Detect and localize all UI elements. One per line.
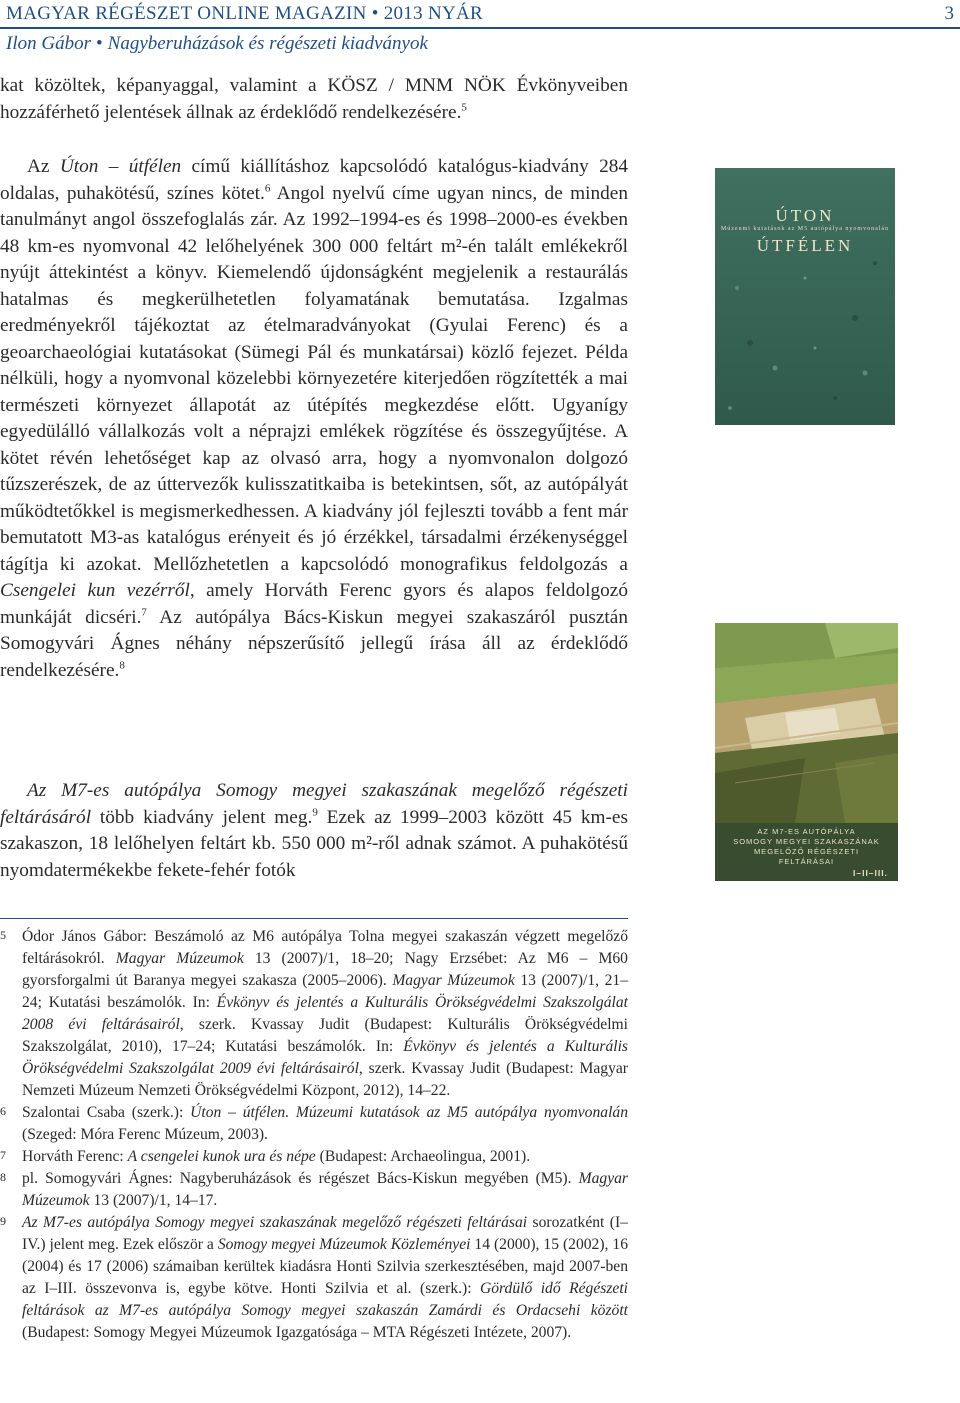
italic-title: Évkönyv és jelentés a Kulturális Örökségvédelmi Szakszolgálat 2009 évi feltárásairól — [22, 1038, 628, 1077]
text-run: pl. Somogyvári Ágnes: Nagyberuházások és régészet Bács-Kiskun megyében (M5). — [22, 1170, 579, 1187]
footnote-7 — [0, 1146, 628, 1168]
footnote-number: 7 — [0, 1148, 6, 1162]
footnote-number: 6 — [0, 1104, 6, 1118]
cover-title-bottom: ÚTFÉLEN — [756, 236, 854, 255]
text-run: 13 (2007)/1, 14–17. — [89, 1192, 218, 1209]
text-run: , szerk. Kvassay Judit (Budapest: Kulturális Örökségvédelmi Szakszolgálat, 2010), 17–24; Kutatási beszámolók. In: — [22, 1016, 628, 1055]
cover-line-3: MEGELŐZŐ RÉGÉSZETI — [753, 847, 860, 856]
cover-line-5: I–II–III. — [853, 868, 888, 878]
footnote-ref[interactable]: 6 — [264, 182, 271, 195]
italic-title: Somogy megyei Múzeumok Közleményei — [217, 1236, 471, 1253]
text-run: (Szeged: Móra Ferenc Múzeum, 2003). — [22, 1126, 268, 1143]
text-run: , szerk. Kvassay Judit (Budapest: Magyar Nemzeti Múzeum Nemzeti Örökségvédelmi Központ, 2012), 14–22. — [22, 1060, 628, 1099]
footnote-number: 9 — [0, 1214, 6, 1228]
bullet-separator: • — [95, 33, 103, 54]
body-paragraph-1 — [0, 73, 628, 126]
footnote-ref[interactable]: 5 — [461, 101, 467, 114]
footnote-ref[interactable]: 8 — [119, 659, 125, 672]
cover-line-4: FELTÁRÁSAI — [778, 857, 835, 866]
book-cover-m7 — [715, 623, 898, 881]
text-run: 13 (2007)/1, 18–20; Nagy Erzsébet: Az M6 – M60 gyorsforgalmi út Baranya megyei szakasza (2005–2006). — [22, 950, 628, 989]
footnote-ref[interactable]: 9 — [312, 806, 318, 819]
page-number: 3 — [944, 3, 954, 24]
italic-title: A csengelei kunok ura és népe — [127, 1148, 316, 1165]
author-name: Ilon Gábor — [6, 33, 91, 54]
italic-title: Magyar Múzeumok — [22, 1170, 628, 1209]
footnote-number: 8 — [0, 1170, 6, 1184]
header-rule — [0, 27, 960, 29]
footnote-rule — [0, 918, 628, 919]
text-run: Ezek az 1999–2003 között 45 km-es szakaszon, 18 lelőhelyen feltárt kb. 550 000 m²-ről adnak számot. A puhakötésű nyomdatermékekbe fekete-fehér fotók — [0, 806, 628, 881]
cover-line-1: AZ M7-ES AUTÓPÁLYA — [757, 827, 856, 836]
italic-title: Csengelei kun vezérről — [0, 580, 190, 601]
text-run: Ódor János Gábor: Beszámoló az M6 autópálya Tolna megyei szakaszán végzett megelőző feltárásokról. — [22, 928, 628, 967]
article-title: Nagyberuházások és régészeti kiadványok — [107, 33, 428, 54]
italic-title: Évkönyv és jelentés a Kulturális Örökségvédelmi Szakszolgálat 2008 évi feltárásairól — [22, 994, 628, 1033]
book-cover-uton-utfelen — [715, 168, 895, 425]
text-run: több kiadvány jelent meg. — [91, 806, 313, 828]
text-run: című kiállításhoz kapcsolódó katalógus-kiadvány 284 oldalas, puhakötésű, színes kötet. — [0, 156, 629, 204]
italic-title: Magyar Múzeumok — [392, 972, 515, 989]
footnote-number: 5 — [0, 928, 6, 942]
text-run: (Budapest: Archaeolingua, 2001). — [315, 1148, 531, 1165]
italic-title: Az M7-es autópálya Somogy megyei szakaszának megelőző régészeti feltárásáról — [0, 780, 628, 828]
footnote-9 — [0, 1212, 628, 1344]
text-run: Angol nyelvű címe ugyan nincs, de minden tanulmányt angol összefoglalás zár. Az 1992–1994-es és 1998–2000-es években 48 km-es nyomvonal 42 lelőhelyének 300 000 feltárt m²-én talált emlékekről nyújt áttekintést a könyv. Kiemelendő újdonságként megjelenik a restaurálás hatalmas és megkerülhetetlen folyamatának bemutatása. Izgalmas eredményekről tájékoztat az ételmaradványokat (Gyulai Ferenc) és a geoarchaeológiai kutatásokat (Sümegi Pál és munkatársai) közlő fejezet. Példa nélküli, hogy a nyomvonal közelebbi környezetére kiterjedően rögzítették a mai természeti környezet állapotát az útépítés megkezdése előtt. Ugyanígy egyedülálló vállalkozás volt a néprajzi emlékek rögzítése és összegyűjtése. A kötet révén lehetőséget kap az olvasó arra, hogy a nyomvonalon dolgozó tűzszerészek, de az úttervezők kulisszatitkaiba is betekintsen, sőt, az autópályát működtetőkkel is megismerkedhessen. A kiadvány jól fejleszti tovább a fent már bemutatott M3-as katalógus erényeit és jó érzékkel, társadalmi érzékenységgel tágítja ki azokat. Mellőzhetetlen a kapcsolódó monografikus feldolgozás a — [0, 182, 628, 575]
text-run: Az — [27, 156, 60, 177]
cover-line-2: SOMOGY MEGYEI SZAKASZÁNAK — [733, 837, 880, 846]
cover-subtitle: Múzeumi kutatások az M5 autópálya nyomvonalán — [720, 226, 890, 232]
text-run: Horváth Ferenc: — [22, 1148, 128, 1165]
text-run: Az autópálya Bács-Kiskun megyei szakaszáról pusztán Somogyvári Ágnes néhány népszerűsítő jellegű írása áll az érdeklődő rendelkezésére. — [0, 606, 628, 681]
text-run: , amely Horváth Ferenc gyors és alapos feldolgozó munkáját dicséri. — [0, 580, 628, 628]
italic-title: Úton – útfélen. Múzeumi kutatások az M5 autópálya nyomvonalán — [190, 1104, 628, 1121]
italic-title: Úton – útfélen — [59, 156, 182, 177]
footnotes — [0, 926, 628, 1344]
article-byline — [6, 33, 428, 55]
text-run: Szalontai Csaba (szerk.): — [22, 1104, 191, 1121]
footnote-6 — [0, 1102, 628, 1146]
footnote-5 — [0, 926, 628, 1102]
body-paragraph-3 — [0, 778, 628, 884]
footnote-8 — [0, 1168, 628, 1212]
footnote-ref[interactable]: 7 — [141, 606, 147, 619]
text-run: 13 (2007)/1, 21–24; Kutatási beszámolók. In: — [22, 972, 628, 1011]
aerial-photo-image — [715, 623, 898, 823]
italic-title: Az M7-es autópálya Somogy megyei szakaszának megelőző régészeti feltárásai — [22, 1214, 528, 1231]
text-run: 14 (2000), 15 (2002), 16 (2004) és 17 (2006) számaiban kerültek kiadásra Honti Szilvia szerkesztésében, majd 2007-ben az I–III. összevonva is, egybe kötve. Honti Szilvia et al. (szerk.): — [22, 1236, 628, 1297]
text-run: (Budapest: Somogy Megyei Múzeumok Igazgatósága – MTA Régészeti Intézete, 2007). — [22, 1324, 572, 1341]
body-paragraph-2 — [0, 154, 628, 684]
text-run: kat közöltek, képanyaggal, valamint a KÖSZ / MNM NÖK Évkönyveiben hozzáférhető jelentések állnak az érdeklődő rendelkezésére. — [0, 75, 628, 123]
text-run: sorozatként (I–IV.) jelent meg. Ezek először a — [22, 1214, 628, 1253]
italic-title: Magyar Múzeumok — [115, 950, 244, 967]
magazine-title: MAGYAR RÉGÉSZET ONLINE MAGAZIN • 2013 NYÁR — [6, 3, 483, 24]
cover-title-top: ÚTON — [775, 206, 835, 225]
italic-title: Gördülő idő Régészeti feltárások az M7-es autópálya Somogy megyei szakaszán Zamárdi és Ordacsehi között — [22, 1280, 628, 1319]
